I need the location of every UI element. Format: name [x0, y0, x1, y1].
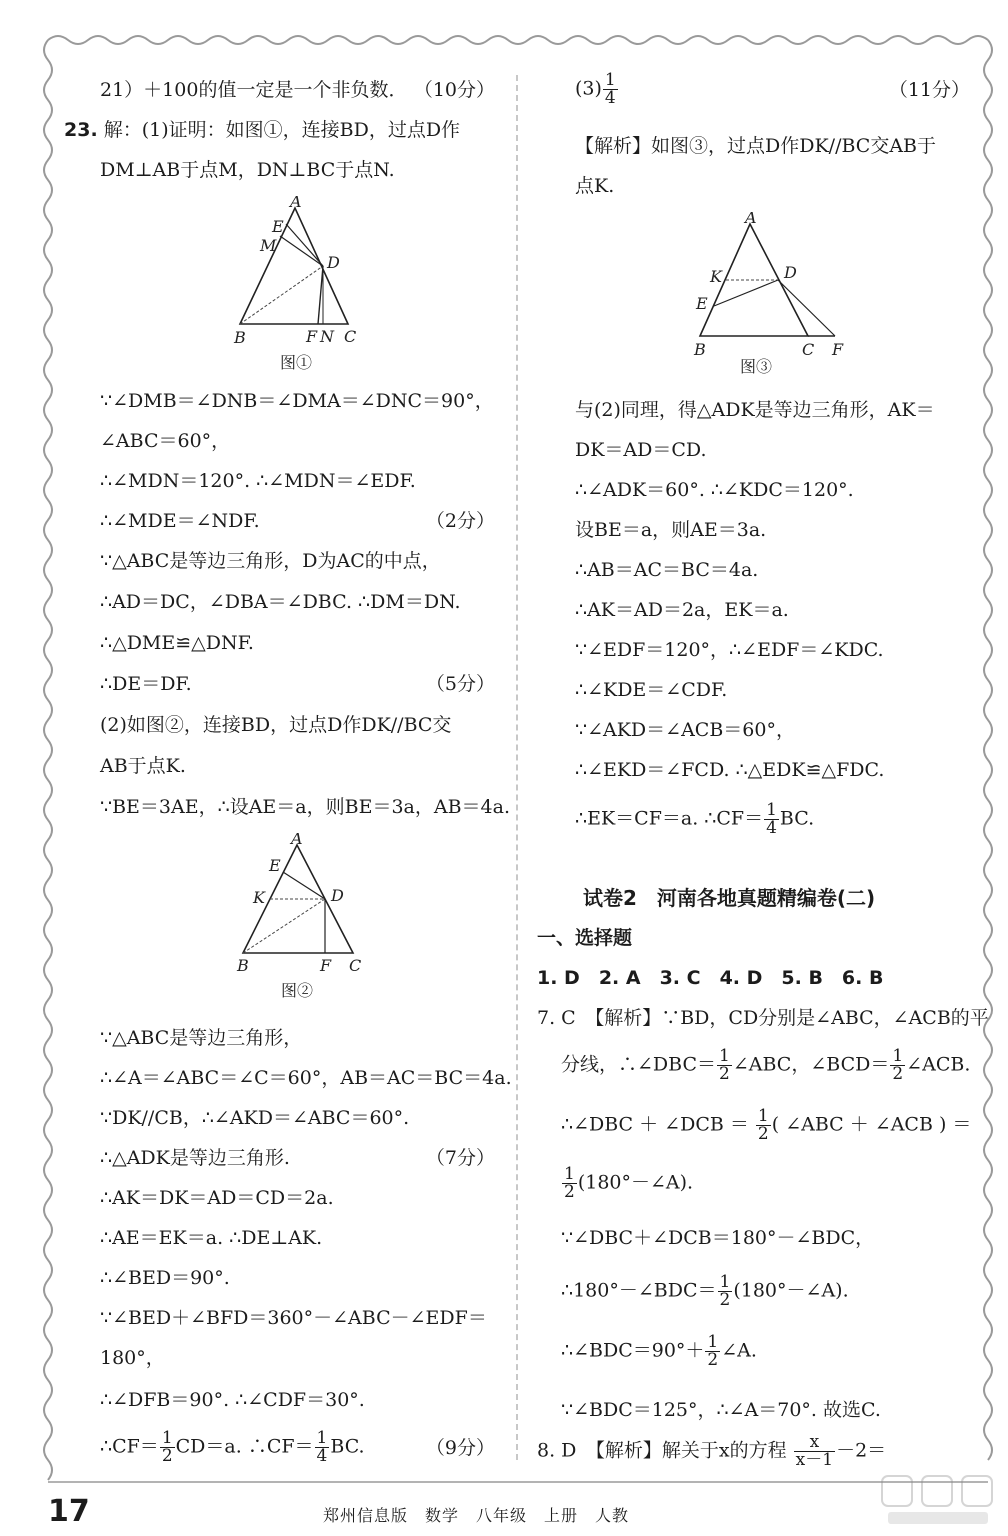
label-K: K — [253, 888, 265, 907]
fraction: $\frac{1}{2}$ — [161, 1428, 173, 1466]
fraction: $\frac{1}{4}$ — [766, 800, 777, 838]
fraction: $\frac{1}{2}$ — [719, 1046, 730, 1084]
label-D: D — [327, 253, 340, 272]
label-K: K — [710, 267, 722, 286]
footer-info: 郑州信息版 数学 八年级 上册 人教 — [323, 1506, 630, 1525]
question-7: 7. C 【解析】∵BD，CD分别是∠ABC，∠ACB的平 — [537, 1007, 989, 1029]
text-line: ∵DK//CB，∴∠AKD＝∠ABC＝60°. — [100, 1107, 410, 1129]
watermark-logo-icon — [878, 1470, 998, 1530]
text-line: 180°， — [100, 1347, 165, 1369]
text-line: ∴CF＝ $\frac{1}{2}$ CD＝a. ∴CF＝ $\frac{1}{4}$ BC. （9分） — [100, 1428, 495, 1466]
text-line: AB于点K. — [100, 755, 186, 777]
section-title: 试卷2 河南各地真题精编卷(二) — [583, 886, 876, 910]
text-line: 与(2)同理，得△ADK是等边三角形，AK＝ — [575, 399, 935, 421]
score: （5分） — [425, 673, 495, 695]
label-A: A — [745, 212, 757, 227]
score: （10分） — [413, 79, 495, 101]
text-line: DM⊥AB于点M，DN⊥BC于点N. — [100, 159, 395, 181]
label-B: B — [237, 956, 249, 975]
text-line: 设BE＝a，则AE＝3a. — [575, 519, 767, 541]
score: （2分） — [425, 510, 495, 532]
answer-list: 1. D 2. A 3. C 4. D 5. B 6. B — [537, 967, 884, 989]
text-line: ∴AK＝AD＝2a，EK＝a. — [575, 599, 789, 621]
text-line: ∴AE＝EK＝a. ∴DE⊥AK. — [100, 1227, 323, 1249]
text-line: 点K. — [575, 175, 615, 197]
figure-1 — [220, 196, 370, 376]
text-line: (3) $\frac{1}{4}$ （11分） — [575, 70, 970, 108]
score: （7分） — [425, 1147, 495, 1169]
fraction: $\frac{1}{2}$ — [707, 1332, 719, 1370]
figure-caption: 图① — [280, 353, 313, 372]
text-line: ∴∠BDC＝90°＋ $\frac{1}{2}$ ∠A. — [561, 1332, 757, 1370]
fraction: $\frac{1}{2}$ — [757, 1106, 769, 1144]
text-line: ∴∠KDE＝∠CDF. — [575, 679, 728, 701]
text-line: ∴∠DFB＝90°. ∴∠CDF＝30°. — [100, 1389, 365, 1411]
label-F: F — [320, 956, 332, 975]
text-line: ∴∠MDE＝∠NDF. （2分） — [100, 510, 495, 532]
text-line: ∴AD＝DC，∠DBA＝∠DBC. ∴DM＝DN. — [100, 591, 461, 613]
text-line: ∠ABC＝60°， — [100, 430, 231, 452]
text-line: ∵△ABC是等边三角形， — [100, 1027, 303, 1049]
text-line: ∵∠BDC＝125°，∴∠A＝70°. 故选C. — [561, 1399, 881, 1421]
label-N: N — [320, 327, 334, 346]
figure-3 — [690, 212, 860, 382]
question-number: 23. — [64, 119, 98, 141]
figure-2 — [225, 833, 375, 1013]
label-E: E — [272, 217, 284, 236]
fraction: $\frac{1}{4}$ — [316, 1428, 328, 1466]
text-line: 21）＋100的值一定是一个非负数． （10分） — [100, 79, 495, 101]
text-line: ∴∠BED＝90°. — [100, 1267, 230, 1289]
text-line: ∵∠DMB＝∠DNB＝∠DMA＝∠DNC＝90°， — [100, 390, 494, 412]
label-A: A — [291, 833, 303, 848]
text-line: ∵∠AKD＝∠ACB＝60°， — [575, 719, 795, 741]
figure-caption: 图② — [281, 981, 314, 1000]
label-C: C — [344, 327, 357, 346]
text-line: ∴∠ADK＝60°. ∴∠KDC＝120°. — [575, 479, 854, 501]
label-F: F — [832, 340, 844, 359]
label-C: C — [802, 340, 815, 359]
text-line: DK＝AD＝CD. — [575, 439, 707, 461]
label-A: A — [290, 196, 302, 211]
fraction: $\frac{1}{2}$ — [892, 1046, 904, 1084]
text-line: (2)如图②，连接BD，过点D作DK//BC交 — [100, 714, 452, 736]
page-number: 17 — [48, 1494, 90, 1529]
text-line: ∴DE＝DF. （5分） — [100, 673, 495, 695]
text-line: ∴∠EKD＝∠FCD. ∴△EDK≌△FDC. — [575, 759, 885, 781]
label-C: C — [349, 956, 362, 975]
fraction: $\frac{1}{4}$ — [604, 70, 616, 108]
text-line: ∴∠A＝∠ABC＝∠C＝60°，AB＝AC＝BC＝4a. — [100, 1067, 512, 1089]
label-M: M — [260, 236, 277, 255]
question-23: 23. 解：(1)证明：如图①，连接BD，过点D作 — [64, 119, 461, 141]
text-line: ∵∠BED＋∠BFD＝360°－∠ABC－∠EDF＝ — [100, 1307, 487, 1329]
page-footer — [48, 1494, 978, 1534]
label-E: E — [696, 294, 708, 313]
column-divider — [516, 75, 518, 1460]
text-line: ∴△DME≌△DNF. — [100, 632, 254, 654]
text-line: ∴180°－∠BDC＝ $\frac{1}{2}$ (180°－∠A). — [561, 1272, 849, 1310]
label-D: D — [784, 263, 797, 282]
label-B: B — [234, 328, 246, 347]
text-line: ∴AK＝DK＝AD＝CD＝2a. — [100, 1187, 334, 1209]
label-D: D — [331, 886, 344, 905]
text-line: ∴∠MDN＝120°. ∴∠MDN＝∠EDF. — [100, 470, 416, 492]
text-line: ∴EK＝CF＝a. ∴CF＝ $\frac{1}{4}$ BC. — [575, 800, 815, 838]
text-line: ∴△ADK是等边三角形. （7分） — [100, 1147, 495, 1169]
text-line: 分线，∴∠DBC＝ $\frac{1}{2}$ ∠ABC，∠BCD＝ $\frac{1}{2}$ ∠ACB. — [561, 1046, 971, 1084]
label-E: E — [269, 856, 281, 875]
fraction: $\frac{1}{2}$ — [564, 1164, 575, 1202]
question-8: 8. D 【解析】解关于x的方程 $\frac{x}{x-1}$ －2＝ — [537, 1432, 887, 1470]
label-F: F — [306, 327, 318, 346]
text-line: ∵∠DBC＋∠DCB＝180°－∠BDC， — [561, 1227, 875, 1249]
score: （9分） — [425, 1437, 495, 1459]
text-line: 【解析】如图③，过点D作DK//BC交AB于 — [575, 135, 937, 157]
section-heading: 一、选择题 — [537, 927, 633, 949]
fraction: $\frac{1}{2}$ — [719, 1272, 731, 1310]
fraction: $\frac{x}{x-1}$ — [795, 1432, 834, 1470]
label-B: B — [694, 340, 706, 359]
text-line: ∵∠EDF＝120°，∴∠EDF＝∠KDC. — [575, 639, 884, 661]
text-line: $\frac{1}{2}$ (180°－∠A). — [564, 1164, 694, 1202]
text-line: ∴AB＝AC＝BC＝4a. — [575, 559, 759, 581]
text-line: ∵△ABC是等边三角形，D为AC的中点， — [100, 550, 441, 572]
figure-caption: 图③ — [740, 357, 773, 376]
score: （11分） — [888, 79, 970, 101]
text-line: ∵BE＝3AE，∴设AE＝a，则BE＝3a，AB＝4a. — [100, 796, 510, 818]
text-line: ∴∠DBC ＋ ∠DCB ＝ $\frac{1}{2}$ ( ∠ABC ＋ ∠ACB ) ＝ — [561, 1106, 972, 1144]
